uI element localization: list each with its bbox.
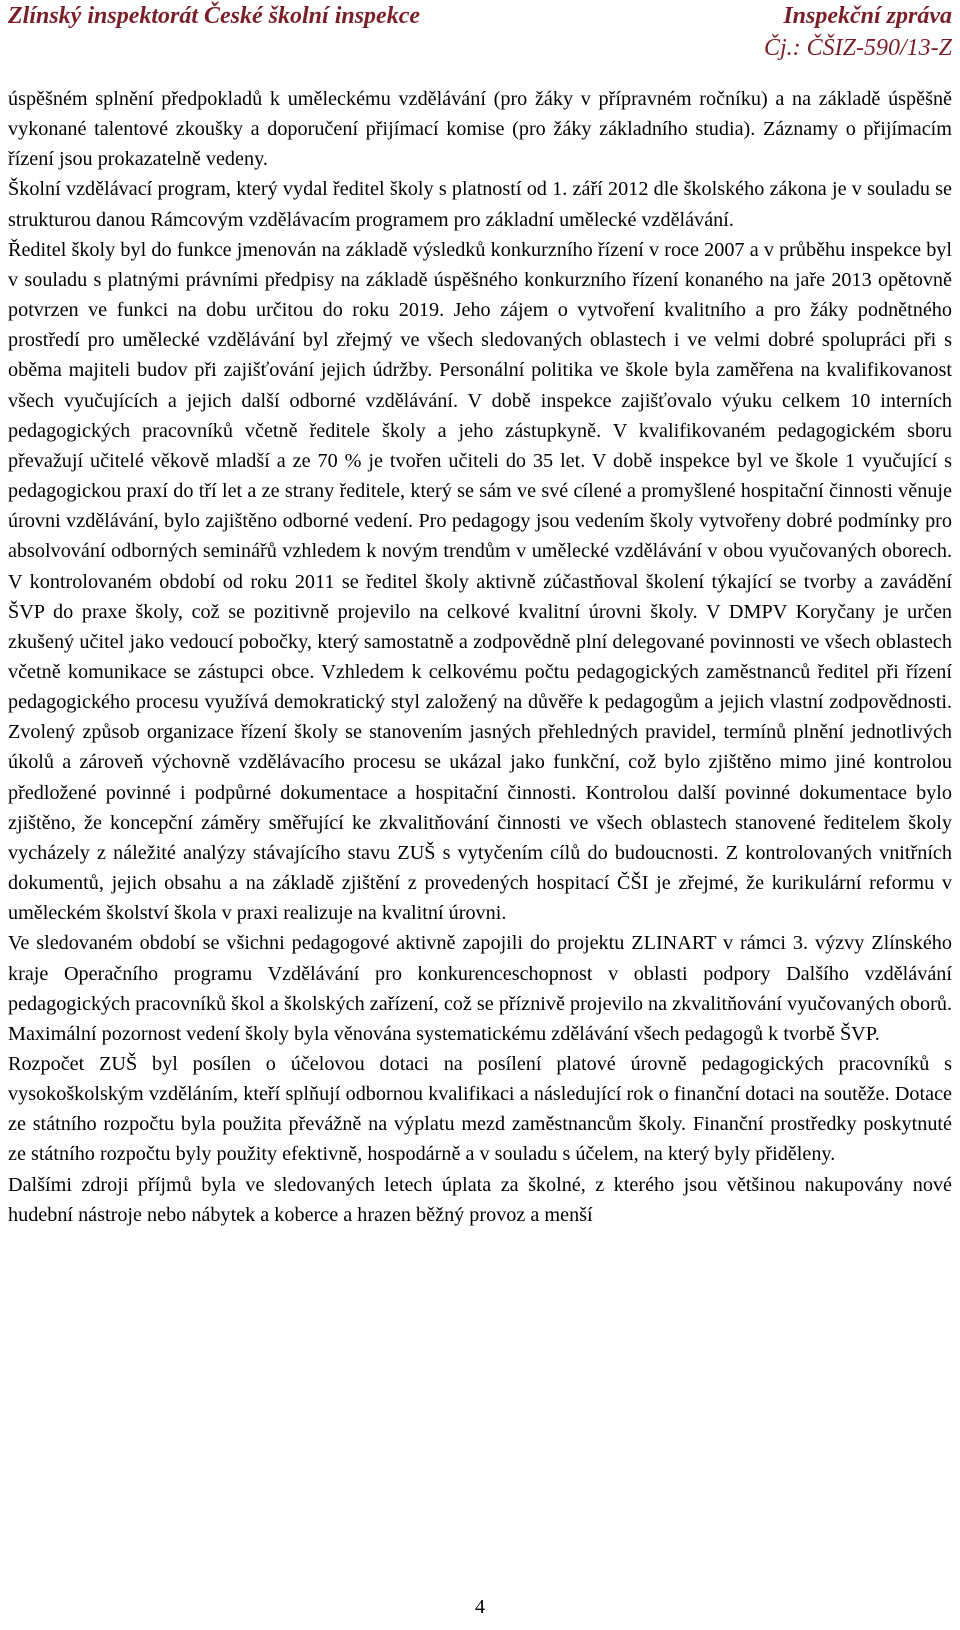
report-body <box>8 84 952 1230</box>
header-reference: Čj.: ČŠIZ-590/13-Z <box>763 35 952 61</box>
paragraph-other-income: Dalšími zdroji příjmů byla ve sledovaných letech úplata za školné, z kterého jsou většinou nakupovány nové hudební nástroje nebo nábytek a koberce a hrazen běžný provoz a menší <box>8 1173 952 1226</box>
paragraph-director: Ředitel školy byl do funkce jmenován na základě výsledků konkurzního řízení v roce 2007 a v průběhu inspekce byl v souladu s platnými právními předpisy na základě úspěšného konkurzního řízení konaného na jaře 2013 opětovně potvrzen ve funkci na dobu určitou do roku 2019. Jeho zájem o vytvoření kvalitního a pro žáky podnětného prostředí pro umělecké vzdělávání byl zřejmý ve všech sledovaných oblastech i ve velmi dobré spolupráci při s oběma majiteli budov při zajišťování jejich údržby. Personální politika ve škole byla zaměřena na kvalifikovanost všech vyučujících a jejich další odborné vzdělávání. V době inspekce zajišťovalo výuku celkem 10 interních pedagogických pracovníků včetně ředitele školy a jeho zástupkyně. V kvalifikovaném pedagogickém sboru převažují učitelé věkově mladší a ze 70 % je tvořen učiteli do 35 let. V době inspekce byl ve škole 1 vyučující s pedagogickou praxí do tří let a ze strany ředitele, který se sám ve své cílené a promyšlené hospitační činnosti věnuje úrovni vzdělávání, bylo zajištěno odborné vedení. Pro pedagogy jsou vedením školy vytvořeny dobré podmínky pro absolvování odborných seminářů vzhledem k novým trendům v umělecké vzdělávání v obou vyučovaných oborech. V kontrolovaném období od roku 2011 se ředitel školy aktivně zúčastňoval školení týkající se tvorby a zavádění ŠVP do praxe školy, což se pozitivně projevilo na celkové kvalitní úrovni školy. V DMPV Koryčany je určen zkušený učitel jako vedoucí pobočky, který samostatně a zodpovědně plní delegované povinnosti ve všech oblastech včetně komunikace se zástupci obce. Vzhledem k celkovému počtu pedagogických zaměstnanců ředitel při řízení pedagogického procesu využívá demokratický styl založený na důvěře k pedagogům a jejich vlastní zodpovědnosti. Zvolený způsob organizace řízení školy se stanovením jasných přehledných pravidel, termínů plnění jednotlivých úkolů a zároveň výchovně vzdělávacího procesu se ukázal jako funkční, což bylo zjištěno mimo jiné kontrolou předložené povinné i podpůrné dokumentace a hospitační činnosti. Kontrolou další povinné dokumentace bylo zjištěno, že koncepční záměry směřující ke zkvalitňování činnosti ve všech oblastech stanovené ředitelem školy vycházely z náležité analýzy stávajícího stavu ZUŠ s vytyčením cílů do budoucnosti. Z kontrolovaných vnitřních dokumentů, jejich obsahu a na základě zjištění z provedených hospitací ČŠI je zřejmé, že kurikulární reformu v uměleckém školství škola v praxi realizuje na kvalitní úrovni. <box>8 238 952 925</box>
paragraph-zlinart-project: Ve sledovaném období se všichni pedagogové aktivně zapojili do projektu ZLINART v rámci 3. výzvy Zlínského kraje Operačního programu Vzdělávání pro konkurenceschopnost v oblasti podpory Dalšího vzdělávání pedagogických pracovníků škol a školských zařízení, což se příznivě projevilo na zkvalitňování vyučovaných oborů. Maximální pozornost vedení školy byla věnována systematickému zdělávání všech pedagogů k tvorbě ŠVP. <box>8 932 952 1045</box>
header-top-row <box>8 0 952 32</box>
paragraph-budget: Rozpočet ZUŠ byl posílen o účelovou dotaci na posílení platové úrovně pedagogických pracovníků s vysokoškolským vzděláním, kteří splňují odbornou kvalifikaci a následující rok o finanční dotaci na soutěže. Dotace ze státního rozpočtu byla použita převážně na výplatu mezd zaměstnancům školy. Finanční prostředky poskytnuté ze státního rozpočtu byly použity efektivně, hospodárně a v souladu s účelem, na který byly přiděleny. <box>8 1053 952 1166</box>
paragraph-school-program: Školní vzdělávací program, který vydal ředitel školy s platností od 1. září 2012 dle školského zákona je v souladu se strukturou danou Rámcovým vzdělávacím programem pro základní umělecké vzdělávání. <box>8 178 952 231</box>
page-number: 4 <box>475 1596 485 1618</box>
page-header <box>8 0 952 70</box>
paragraph-admission: úspěšném splnění předpokladů k uměleckému vzdělávání (pro žáky v přípravném ročníku) a na základě úspěšně vykonané talentové zkoušky a doporučení přijímací komise (pro žáky základního studia). Záznamy o přijímacím řízení jsou prokazatelně vedeny. <box>8 88 952 171</box>
header-document-type: Inspekční zpráva <box>783 3 952 29</box>
header-institution: Zlínský inspektorát České školní inspekce <box>8 3 421 29</box>
